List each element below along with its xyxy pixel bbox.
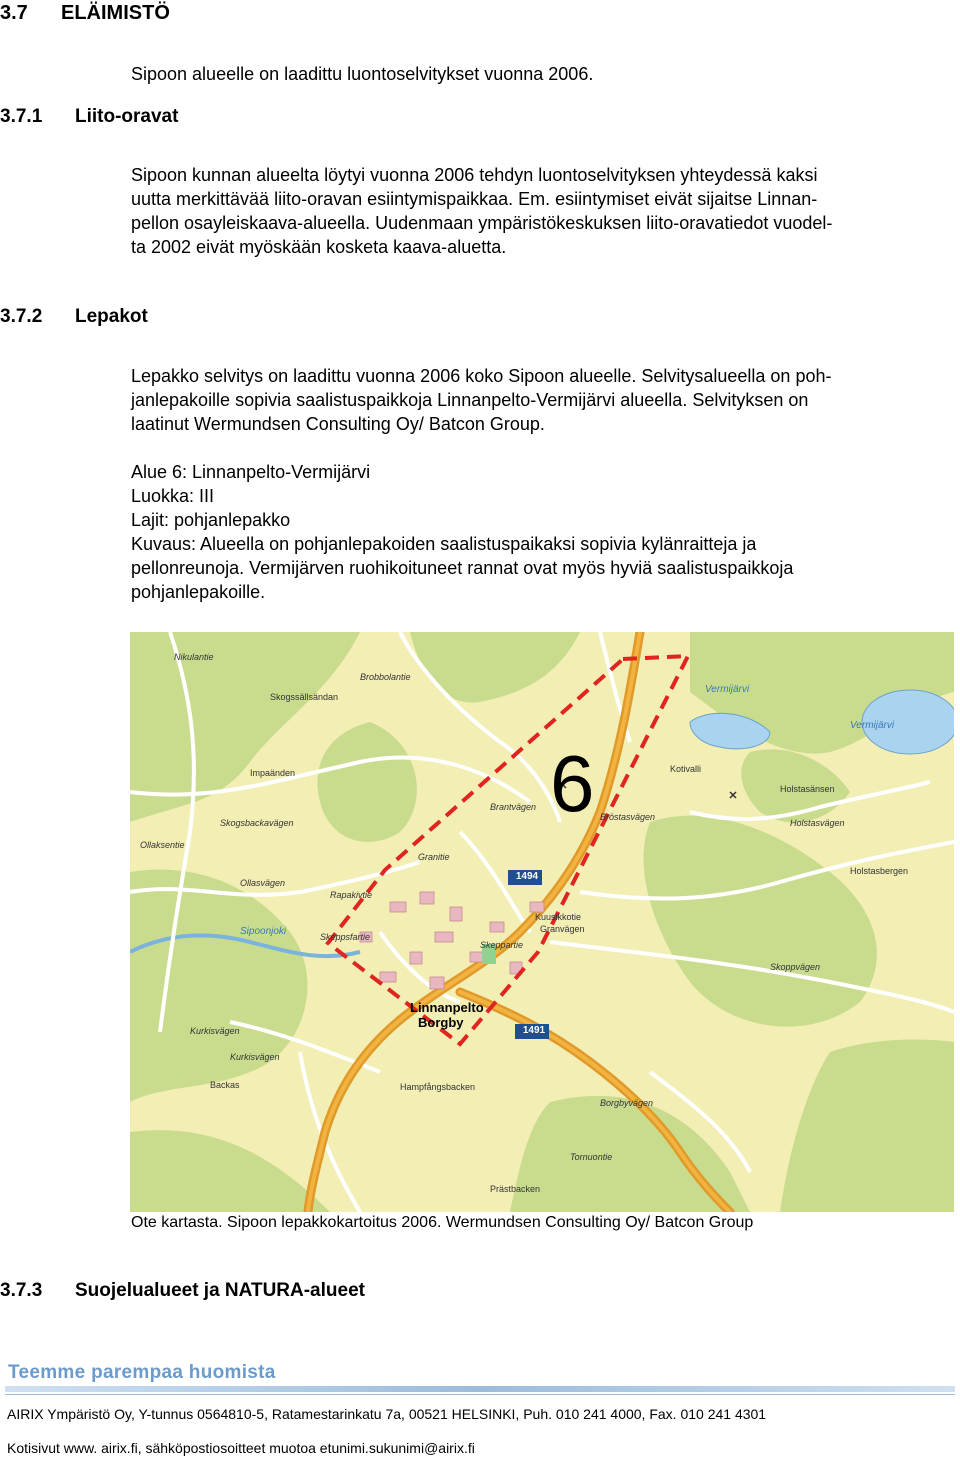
sub2-line: laatinut Wermundsen Consulting Oy/ Batcon Group. (131, 414, 545, 434)
area-desc-line: Kuvaus: Alueella on pohjanlepakoiden saalistuspaikaksi sopivia kylänraitteja ja (131, 534, 757, 554)
map-label: Kurkisvägen (190, 1026, 240, 1036)
map-label: Skoppvägen (770, 962, 821, 972)
footer-company: AIRIX Ympäristö Oy, Y-tunnus 0564810-5, Ratamestarinkatu 7a, 00521 HELSINKI, Puh. 010 241 4000, Fax. 010 241 4301 (7, 1406, 767, 1422)
map-label: Granvägen (540, 924, 585, 934)
map-label: Vermijärvi (850, 720, 895, 731)
map-label: Rapakivtie (330, 890, 373, 900)
map-label: Tornuontie (570, 1152, 613, 1162)
map-label: Holstasänsen (780, 784, 835, 794)
map-label: Kotivalli (670, 764, 702, 774)
map-label: Sipoonjoki (240, 926, 287, 937)
map-village-label-sv: Borgby (418, 1015, 464, 1030)
map-label: Skeppsfartie (320, 932, 371, 942)
footer-slogan: Teemme parempaa huomista (8, 1362, 276, 1383)
sub1-body (131, 163, 953, 259)
sub1-line: uutta merkittävää liito-oravan esiintymispaikkaa. Em. esiintymiset eivät sijaitse Linnan- (131, 189, 818, 209)
map-label: Prästbacken (490, 1184, 541, 1194)
footer-rule-thin (5, 1394, 955, 1395)
map-graphic (130, 632, 954, 1212)
map-label: Borgbyvägen (600, 1098, 654, 1108)
sub1-number: 3.7.1 (0, 106, 43, 127)
map-label: Ollasvägen (240, 878, 286, 888)
sub2-title: Lepakot (75, 306, 148, 327)
section-title: ELÄIMISTÖ (61, 2, 170, 24)
sub3-title: Suojelualueet ja NATURA-alueet (75, 1280, 365, 1301)
map-label: Holstasbergen (850, 866, 909, 876)
area-desc-line: pellonreunoja. Vermijärven ruohikoituneet rannat ovat myös hyviä saalistuspaikkoja (131, 558, 794, 578)
sub3-number: 3.7.3 (0, 1280, 43, 1301)
area-species: Lajit: pohjanlepakko (131, 510, 291, 530)
area-desc-line: pohjanlepakoille. (131, 582, 266, 602)
sub2-body (131, 364, 953, 436)
area-info (131, 460, 953, 604)
map-label: Backas (210, 1080, 240, 1090)
map-label: Hampfångsbacken (400, 1082, 476, 1092)
map-label: Skogssällsändan (270, 692, 339, 702)
map-village-label: Linnanpelto (410, 1000, 484, 1015)
map-label: Impaänden (250, 768, 296, 778)
sub2-number: 3.7.2 (0, 306, 43, 327)
bat-area-map (130, 632, 954, 1212)
map-label: Ollaksentie (140, 840, 185, 850)
map-caption: Ote kartasta. Sipoon lepakkokartoitus 2006. Wermundsen Consulting Oy/ Batcon Group (131, 1214, 754, 1231)
map-label: Bröstasvägen (600, 812, 656, 822)
footer-web: Kotisivut www. airix.fi, sähköpostiosoitteet muotoa etunimi.sukunimi@airix.fi (7, 1440, 475, 1456)
map-road-number: 1491 (522, 1025, 546, 1036)
map-label: Skogsbackavägen (220, 818, 294, 828)
area-title: Alue 6: Linnanpelto-Vermijärvi (131, 462, 371, 482)
sub2-line: janlepakoille sopivia saalistuspaikkoja Linnanpelto-Vermijärvi alueella. Selvityksen on (131, 390, 809, 410)
area-class: Luokka: III (131, 486, 215, 506)
section-intro: Sipoon alueelle on laadittu luontoselvitykset vuonna 2006. (131, 64, 594, 84)
map-road-number: 1494 (515, 871, 539, 882)
footer-rule (5, 1386, 955, 1392)
sub1-line: pellon osayleiskaava-alueella. Uudenmaan ympäristökeskuksen liito-oravatiedot vuodel- (131, 213, 833, 233)
map-label: Kurkisvägen (230, 1052, 280, 1062)
map-label: Granitie (418, 852, 450, 862)
map-area-number: 6 (550, 739, 595, 828)
map-center-label (410, 1000, 484, 1030)
sub1-line: Sipoon kunnan alueelta löytyi vuonna 2006 tehdyn luontoselvityksen yhteydessä kaksi (131, 165, 818, 185)
map-label: Brantvägen (490, 802, 537, 812)
sub1-line: ta 2002 eivät myöskään kosketa kaava-aluetta. (131, 237, 507, 257)
section-heading (0, 2, 170, 25)
map-label: Vermijärvi (705, 684, 750, 695)
map-label: Skeppartie (480, 940, 524, 950)
map-label: Brobbolantie (360, 672, 411, 682)
sub2-line: Lepakko selvitys on laadittu vuonna 2006 koko Sipoon alueelle. Selvitysalueella on poh- (131, 366, 832, 386)
map-label: Kuusikkotie (535, 912, 582, 922)
sub1-title: Liito-oravat (75, 106, 179, 127)
map-label: Nikulantie (174, 652, 214, 662)
section-number: 3.7 (0, 2, 28, 24)
map-label: Holstasvägen (790, 818, 845, 828)
